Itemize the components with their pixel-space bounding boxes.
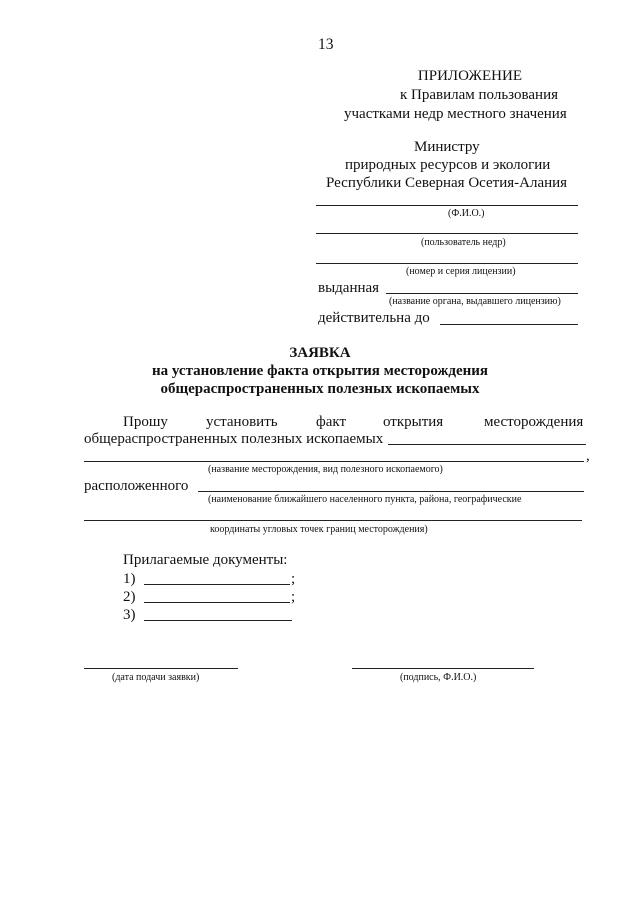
addressee-line2: природных ресурсов и экологии <box>345 157 551 173</box>
date-line[interactable] <box>84 668 238 669</box>
body-comma: , <box>586 448 590 464</box>
body-word-3: факт <box>316 414 347 430</box>
user-caption: (пользователь недр) <box>421 237 506 248</box>
located-label: расположенного <box>84 478 189 494</box>
date-caption: (дата подачи заявки) <box>112 672 200 683</box>
issued-line[interactable] <box>386 293 578 294</box>
signature-caption: (подпись, Ф.И.О.) <box>400 672 477 683</box>
valid-label: действительна до <box>318 310 430 326</box>
issued-label: выданная <box>318 280 380 296</box>
heading-title: ЗАЯВКА <box>289 345 351 361</box>
fio-caption: (Ф.И.О.) <box>448 208 485 219</box>
appendix-line3: участками недр местного значения <box>344 106 567 122</box>
body-line2: общераспространенных полезных ископаемых <box>84 431 384 447</box>
document-line-3[interactable] <box>144 620 292 621</box>
addressee-line3: Республики Северная Осетия-Алания <box>326 175 568 191</box>
documents-title: Прилагаемые документы: <box>123 552 288 568</box>
body-word-2: установить <box>206 414 278 430</box>
addressee-line1: Министру <box>414 139 480 155</box>
appendix-line2: к Правилам пользования <box>400 87 559 103</box>
body-word-1: Прошу <box>123 414 168 430</box>
body-word-4: открытия <box>383 414 444 430</box>
issuer-caption: (название органа, выдавшего лицензию) <box>389 296 561 307</box>
body-word-5: месторождения <box>484 414 584 430</box>
document-end-2: ; <box>291 589 296 605</box>
signature-line[interactable] <box>352 668 534 669</box>
fio-line[interactable] <box>316 205 578 206</box>
user-line[interactable] <box>316 233 578 234</box>
location-line-2[interactable] <box>84 520 582 521</box>
location-caption: (наименование ближайшего населенного пункта, района, географические <box>208 494 522 505</box>
appendix-title: ПРИЛОЖЕНИЕ <box>417 68 522 84</box>
coords-caption: координаты угловых точек границ месторождения) <box>210 524 428 535</box>
heading-line2: на установление факта открытия месторождения <box>151 363 489 379</box>
document-number-1: 1) <box>123 571 136 587</box>
valid-line[interactable] <box>440 324 578 325</box>
document-number-3: 3) <box>123 607 136 623</box>
deposit-caption: (название месторождения, вид полезного ископаемого) <box>208 464 443 475</box>
page-number: 13 <box>318 36 334 53</box>
document-number-2: 2) <box>123 589 136 605</box>
license-caption: (номер и серия лицензии) <box>406 266 516 277</box>
location-line-1[interactable] <box>198 491 584 492</box>
license-line[interactable] <box>316 263 578 264</box>
deposit-line-1[interactable] <box>388 444 586 445</box>
document-line-1[interactable] <box>144 584 290 585</box>
heading-line3: общераспространенных полезных ископаемых <box>160 381 480 397</box>
document-line-2[interactable] <box>144 602 290 603</box>
deposit-line-2[interactable] <box>84 461 584 462</box>
document-end-1: ; <box>291 571 296 587</box>
